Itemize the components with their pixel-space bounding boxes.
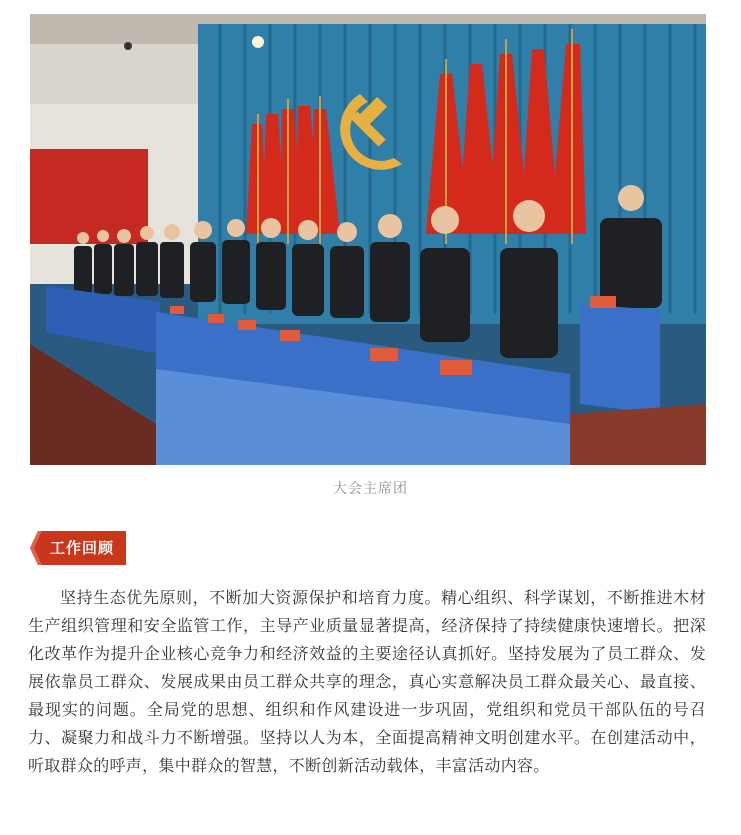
section-tag: [30, 531, 126, 565]
section-tag-label: 工作回顾: [50, 539, 115, 557]
photo-caption: 大会主席团: [333, 481, 408, 497]
meeting-photo-illustration: [30, 14, 706, 465]
body-paragraph: 坚持生态优先原则，不断加大资源保护和培育力度。精心组织、科学谋划，不断推进木材生产组织管理和安全监管工作，主导产业质量显著提高，经济保持了持续健康快速增长。把深化改革作为提升企业核心竞争力和经济效益的主要途径认真抓好。坚持发展为了员工群众、发展依靠员工群众、发展成果由员工群众共享的理念，真心实意解决员工群众最关心、最直接、最现实的问题。全局党的思想、组织和作风建设进一步巩固，党组织和党员干部队伍的号召力、凝聚力和战斗力不断增强。坚持以人为本，全面提高精神文明创建水平。在创建活动中，听取群众的呼声，集中群众的智慧，不断创新活动载体，丰富活动内容。: [28, 588, 706, 775]
meeting-photo: [30, 14, 706, 465]
